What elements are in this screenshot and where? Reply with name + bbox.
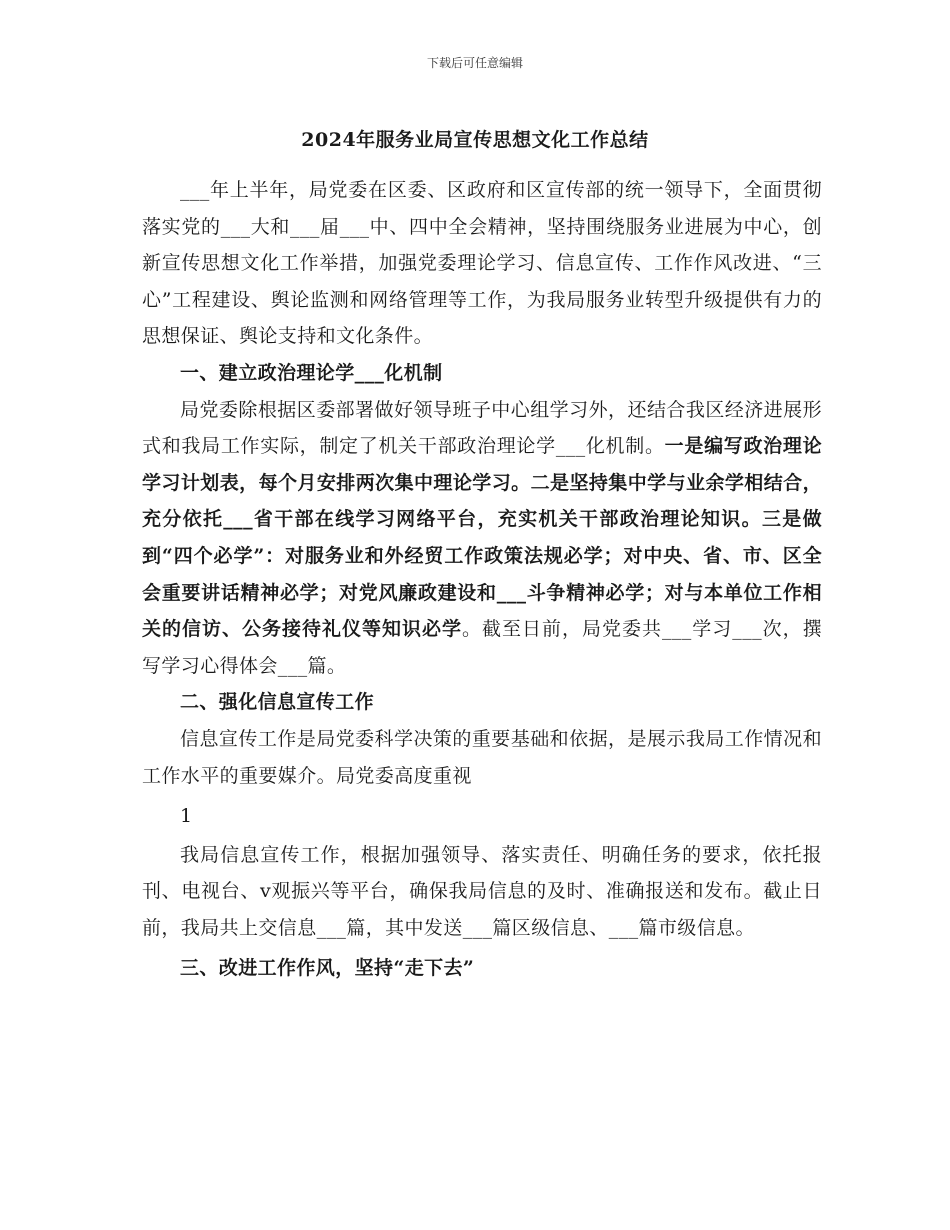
section-1-text-start: 局党委除根据区委部署做好领导班子中心组学习外，还结合我区经济进展形式和我局工作实际，制定了机关干部政治理论学___化机制。 xyxy=(142,398,822,458)
section-2-paragraph-1: 信息宣传工作是局党委科学决策的重要基础和依据，是展示我局工作情况和工作水平的重要媒介。局党委高度重视 xyxy=(142,727,822,787)
document-title: 2024年服务业局宣传思想文化工作总结 xyxy=(301,129,649,151)
section-3-heading: 三、改进工作作风，坚持“走下去” xyxy=(180,957,475,980)
section-1-paragraph xyxy=(142,392,822,685)
header-note: 下载后可任意编辑 xyxy=(426,56,523,70)
page-number: 1 xyxy=(180,805,193,828)
section-1-text-bold: 一是编写政治理论学习计划表，每个月安排两次集中理论学习。二是坚持集中学与业余学相结合，充分依托___省干部在线学习网络平台，充实机关干部政治理论知识。三是做到“四个必学”：对服务业和外经贸工作政策法规必学；对中央、省、市、区全会重要讲话精神必学；对党风廉政建设和___斗争精神必学；对与本单位工作相关的信访、公务接待礼仪等知识必学 xyxy=(142,435,822,641)
section-2-heading: 二、强化信息宣传工作 xyxy=(180,691,375,714)
section-1-text-end: 。截至日前，局党委共___学习___次，撰写学习心得体会___篇。 xyxy=(142,618,822,677)
section-1-heading: 一、建立政治理论学___化机制 xyxy=(180,361,443,384)
intro-paragraph: ___年上半年，局党委在区委、区政府和区宣传部的统一领导下，全面贯彻落实党的___大和___届___中、四中全会精神，坚持围绕服务业进展为中心，创新宣传思想文化工作举措，加强党委理论学习、信息宣传、工作作风改进、“三心”工程建设、舆论监测和网络管理等工作，为我局服务业转型升级提供有力的思想保证、舆论支持和文化条件。 xyxy=(142,179,822,348)
document-body xyxy=(142,172,822,987)
section-2-paragraph-2: 我局信息宣传工作，根据加强领导、落实责任、明确任务的要求，依托报刊、电视台、v观振兴等平台，确保我局信息的及时、准确报送和发布。截止日前，我局共上交信息___篇，其中发送___篇区级信息、___篇市级信息。 xyxy=(142,843,822,939)
